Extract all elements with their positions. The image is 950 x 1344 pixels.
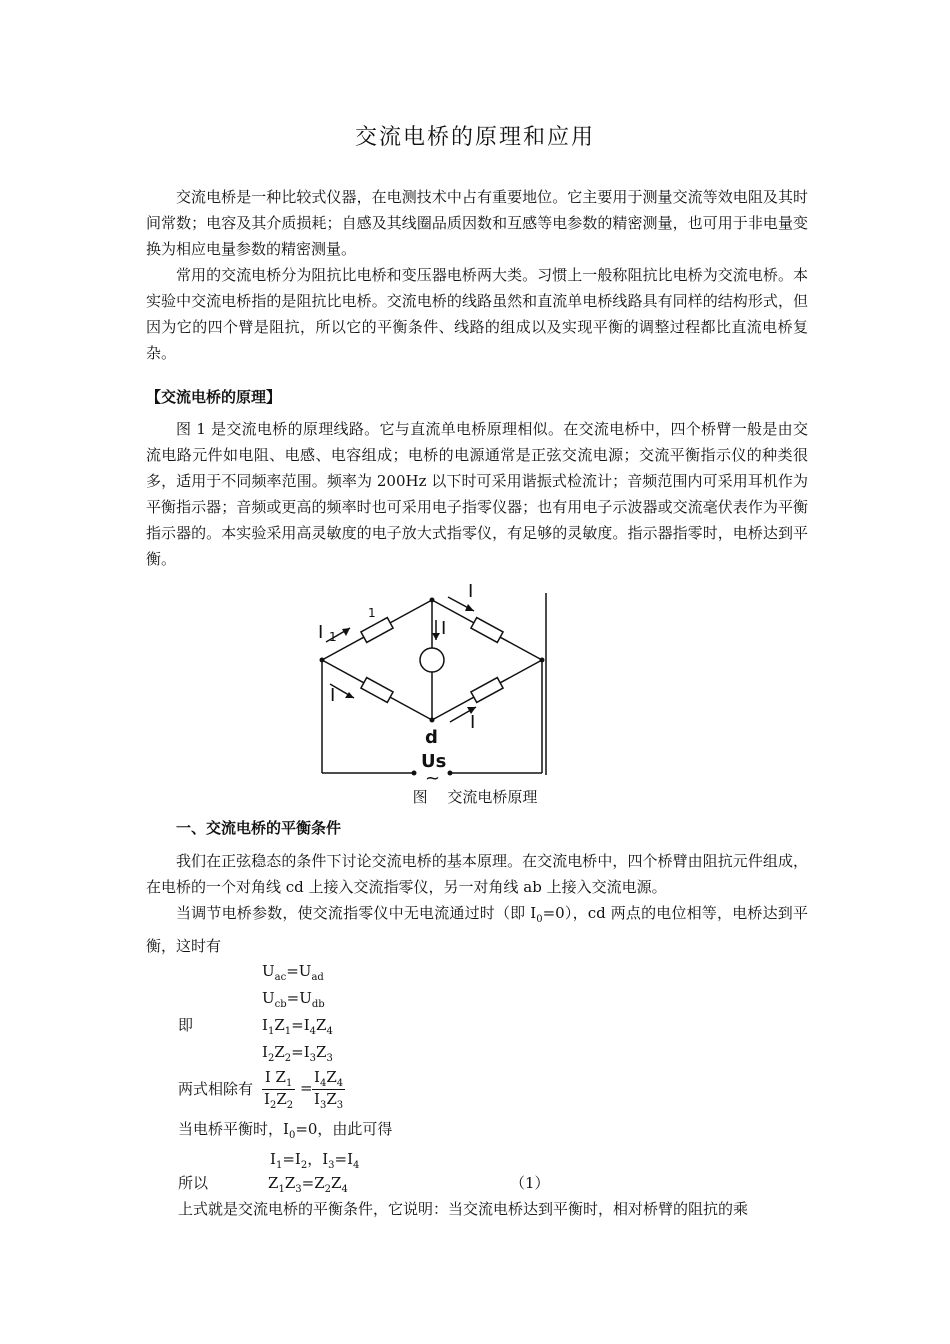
balance-text-sub: 0: [288, 1130, 296, 1141]
label-divide: 两式相除有: [178, 1080, 254, 1098]
equation-uac-uad: $U_{ac}=U_{ad}$: [262, 962, 324, 983]
label-i1-sub: 1: [329, 630, 337, 644]
equation-i1z1-i4z4: $I_1Z_1=I_4Z_4$: [262, 1016, 333, 1037]
equation-ucb-udb: $U_{cb}=U_{db}$: [262, 989, 325, 1010]
subsection-heading-balance: 一、交流电桥的平衡条件: [176, 819, 342, 837]
balance-text-post: =0，由此可得: [295, 1120, 393, 1138]
principle-paragraph: 图 1 是交流电桥的原理线路。它与直流单电桥原理相似。在交流电桥中，四个桥臂一般是由交流电路元件如电阻、电感、电容组成；电桥的电源通常是正弦交流电源；交流平衡指示仪的种类很多，适用于不同频率范围。频率为 200Hz 以下时可采用谐振式检流计；音频范围内可采用耳机作为平衡指示器；音频或更高的频率时也可采用电子指零仪器；也有用电子示波器或交流毫伏表作为平衡指示器的。本实验采用高灵敏度的电子放大式指零仪，有足够的灵敏度。指示器指零时，电桥达到平衡。: [146, 420, 808, 568]
balance-p2-pre: 当调节电桥参数，使交流指零仪中无电流通过时（即 I: [176, 904, 537, 922]
equals-sign: =: [300, 1079, 313, 1097]
label-i-detector: I: [441, 618, 447, 639]
section-heading-principle: 【交流电桥的原理】: [146, 388, 282, 406]
intro-paragraph-2: 常用的交流电桥分为阻抗比电桥和变压器电桥两大类。习惯上一般称阻抗比电桥为交流电桥。本实验中交流电桥指的是阻抗比电桥。交流电桥的线路虽然和直流单电桥线路具有同样的结构形式，但因为它的四个臂是阻抗，所以它的平衡条件、线路的组成以及实现平衡的调整过程都比直流电桥复杂。: [146, 266, 808, 362]
fraction-left: $\frac{I Z_1}{I_2Z_2}$: [264, 1068, 294, 1111]
last-line-paragraph: 上式就是交流电桥的平衡条件，它说明：当交流电桥达到平衡时，相对桥臂的阻抗的乘: [178, 1200, 749, 1218]
balance-paragraph-2: [146, 900, 808, 959]
source-tilde-icon: ~: [425, 768, 441, 785]
label-node-d: d: [425, 727, 438, 748]
label-arm1-mark: 1: [368, 606, 376, 620]
balance-condition-text: [178, 1120, 392, 1145]
label-i-lower-right: I: [470, 712, 476, 733]
equation-i2z2-i3z3: $I_2Z_2=I_3Z_3$: [262, 1043, 333, 1064]
balance-p2-sub: 0: [536, 914, 543, 925]
balance-p2-post: =0），cd 两点的电位相等，电桥达到平衡，这时有: [146, 904, 808, 955]
fraction-right: $\frac{I_4Z_4}{I_3Z_3}$: [314, 1068, 344, 1111]
document-title: 交流电桥的原理和应用: [354, 125, 595, 150]
equation-currents-equal: $I_1=I_2$，$I_3=I_4$: [270, 1150, 360, 1171]
equation-balance-condition: $Z_1Z_3=Z_2Z_4$: [268, 1174, 348, 1195]
label-ji: 即: [178, 1016, 194, 1034]
equation-number: （1）: [510, 1174, 550, 1192]
bridge-circuit-diagram: [300, 580, 560, 785]
balance-text-pre: 当电桥平衡时，I: [178, 1120, 289, 1138]
label-i1: I: [318, 622, 324, 643]
label-i-lower-left: I: [330, 685, 336, 706]
label-i-top-right: I: [468, 581, 474, 602]
figure-caption: 图 交流电桥原理: [412, 788, 538, 806]
label-suoyi: 所以: [178, 1174, 209, 1192]
label-source-us: Us: [421, 751, 447, 772]
balance-paragraph-1: 我们在正弦稳态的条件下讨论交流电桥的基本原理。在交流电桥中，四个桥臂由阻抗元件组成，在电桥的一个对角线 cd 上接入交流指零仪，另一对角线 ab 上接入交流电源。: [146, 852, 808, 896]
intro-paragraph-1: 交流电桥是一种比较式仪器，在电测技术中占有重要地位。它主要用于测量交流等效电阻及其时间常数；电容及其介质损耗；自感及其线圈品质因数和互感等电参数的精密测量，也可用于非电量变换为相应电量参数的精密测量。: [146, 188, 808, 258]
